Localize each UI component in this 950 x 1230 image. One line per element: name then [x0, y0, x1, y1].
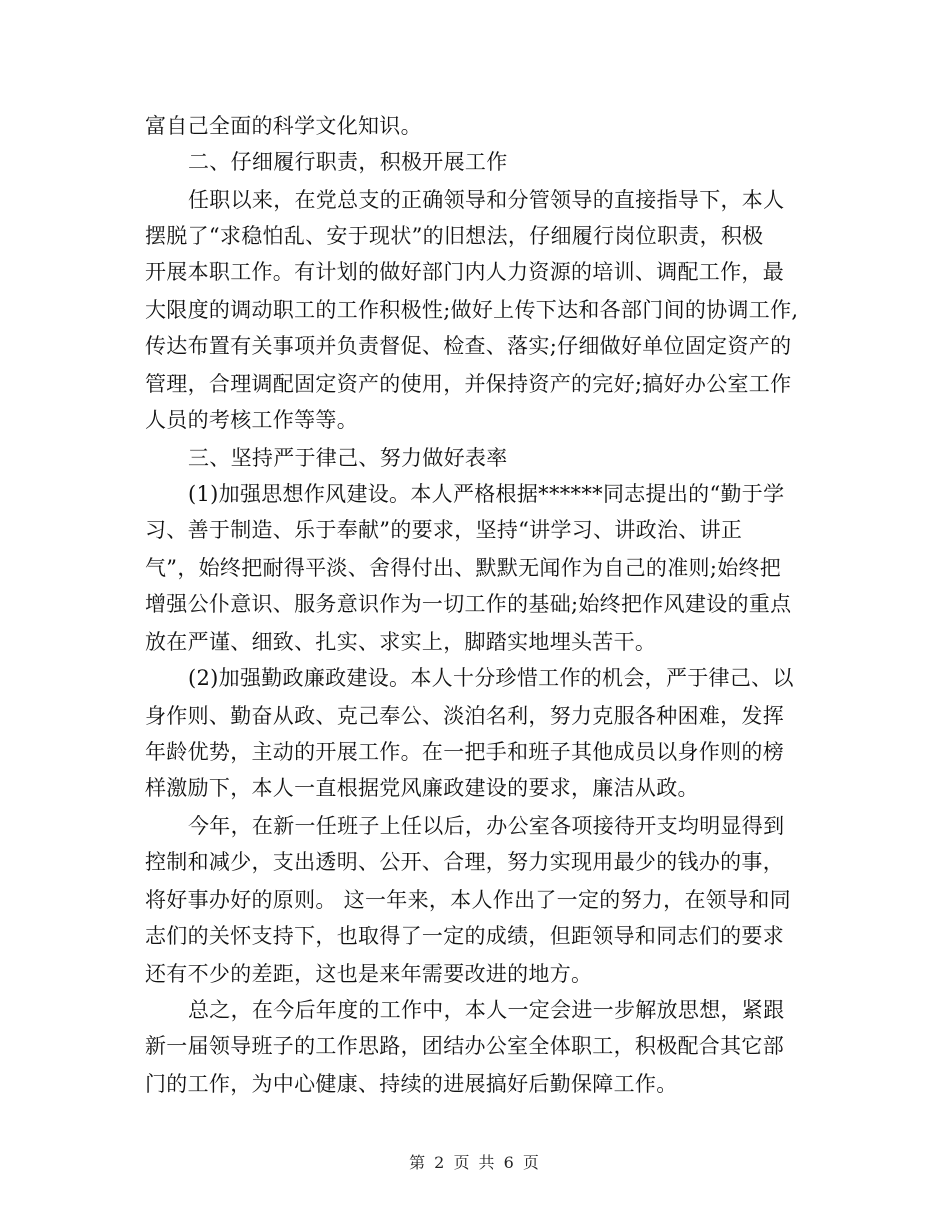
paragraph-line: 今年，在新一任班子上任以后，办公室各项接待开支均明显得到 — [188, 814, 785, 838]
section-heading-2: 二、仔细履行职责，积极开展工作 — [188, 150, 508, 174]
paragraph-line: 管理，合理调配固定资产的使用，并保持资产的完好;搞好办公室工作 — [145, 372, 792, 396]
paragraph-line: (2)加强勤政廉政建设。本人十分珍惜工作的机会，严于律己、以 — [188, 666, 794, 690]
paragraph-line: 传达布置有关事项并负责督促、检查、落实;仔细做好单位固定资产的 — [145, 334, 792, 358]
paragraph-line: 气”，始终把耐得平淡、舍得付出、默默无闻作为自己的准则;始终把 — [145, 556, 782, 580]
text-line: 富自己全面的科学文化知识。 — [145, 114, 422, 138]
paragraph-line: (1)加强思想作风建设。本人严格根据******同志提出的“勤于学 — [188, 482, 785, 506]
paragraph-line: 开展本职工作。有计划的做好部门内人力资源的培训、调配工作，最 — [145, 260, 784, 284]
paragraph-line: 控制和减少，支出透明、公开、合理，努力实现用最少的钱办的事， — [145, 850, 784, 874]
paragraph-line: 身作则、勤奋从政、克己奉公、淡泊名利，努力克服各种困难，发挥 — [145, 704, 784, 728]
paragraph-line: 大限度的调动职工的工作积极性;做好上传下达和各部门间的协调工作, — [145, 298, 799, 322]
paragraph-line: 样激励下，本人一直根据党风廉政建设的要求，廉洁从政。 — [145, 776, 699, 800]
page-number-footer: 第 2 页 共 6 页 — [409, 1153, 541, 1172]
paragraph-line: 摆脱了“求稳怕乱、安于现状”的旧想法，仔细履行岗位职责，积极 — [145, 224, 764, 248]
paragraph-line: 将好事办好的原则。 这一年来，本人作出了一定的努力，在领导和同 — [145, 888, 791, 912]
paragraph-line: 任职以来，在党总支的正确领导和分管领导的直接指导下，本人 — [188, 188, 785, 212]
paragraph-line: 总之，在今后年度的工作中，本人一定会进一步解放思想，紧跟 — [188, 998, 785, 1022]
paragraph-line: 年龄优势，主动的开展工作。在一把手和班子其他成员以身作则的榜 — [145, 740, 784, 764]
paragraph-line: 还有不少的差距，这也是来年需要改进的地方。 — [145, 962, 593, 986]
paragraph-line: 放在严谨、细致、扎实、求实上，脚踏实地埋头苦干。 — [145, 630, 657, 654]
paragraph-line: 增强公仆意识、服务意识作为一切工作的基础;始终把作风建设的重点 — [145, 592, 792, 616]
section-heading-3: 三、坚持严于律己、努力做好表率 — [188, 446, 508, 470]
paragraph-line: 新一届领导班子的工作思路，团结办公室全体职工，积极配合其它部 — [145, 1034, 784, 1058]
paragraph-line: 志们的关怀支持下，也取得了一定的成绩，但距领导和同志们的要求 — [145, 924, 784, 948]
paragraph-line: 门的工作，为中心健康、持续的进展搞好后勤保障工作。 — [145, 1072, 678, 1096]
paragraph-line: 习、善于制造、乐于奉献”的要求，坚持“讲学习、讲政治、讲正 — [145, 518, 743, 542]
paragraph-line: 人员的考核工作等等。 — [145, 408, 358, 432]
